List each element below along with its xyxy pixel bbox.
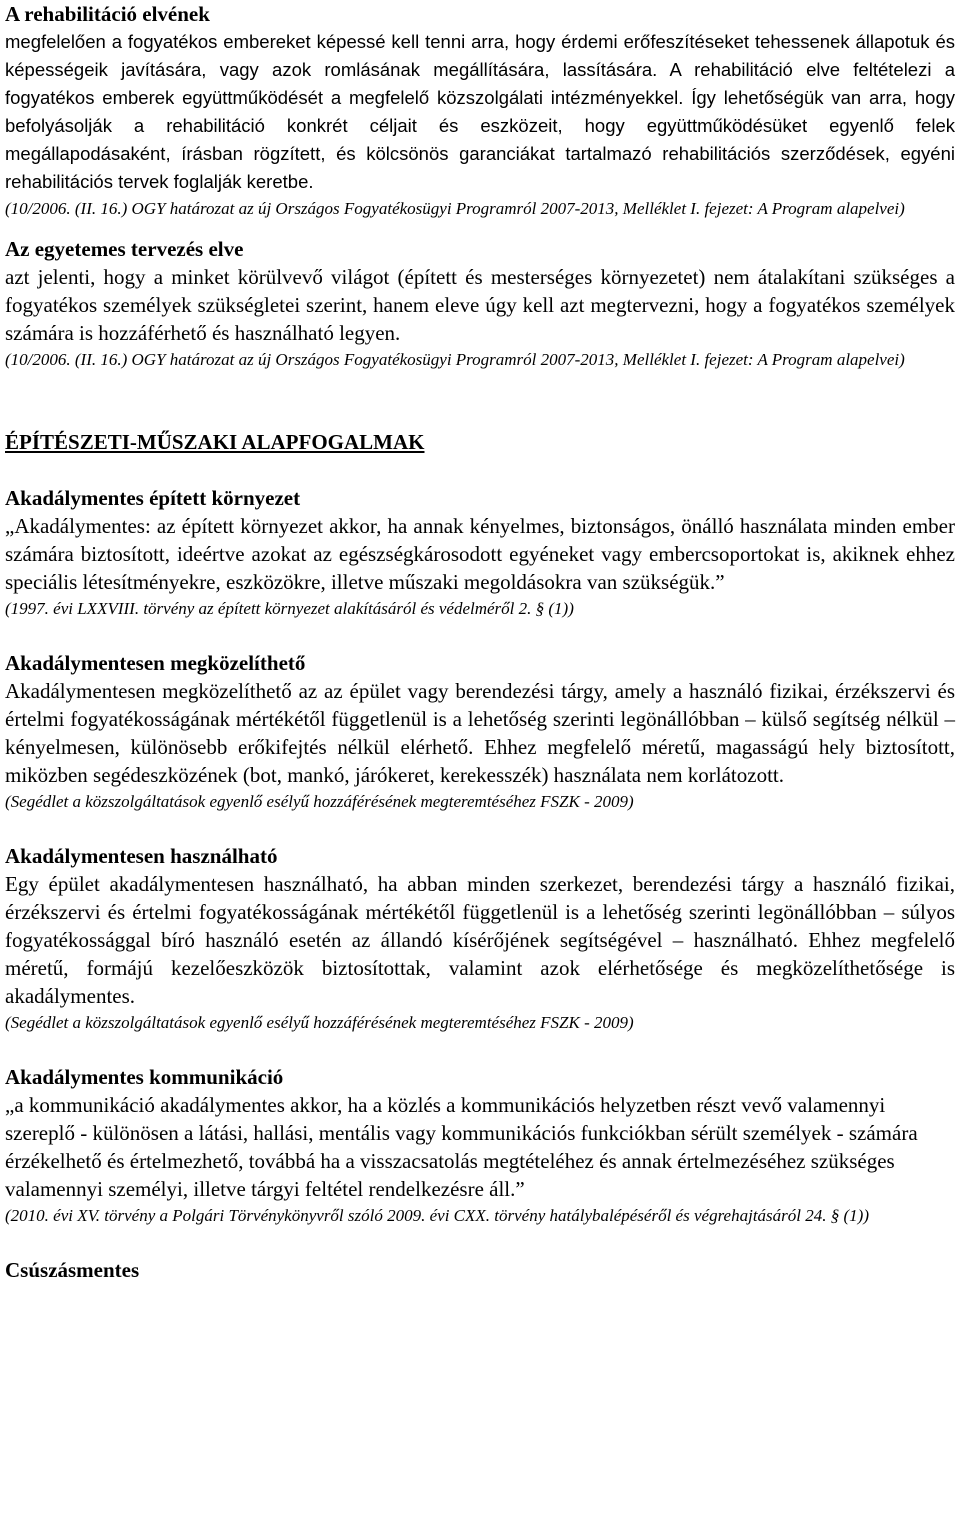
definition-citation: (Segédlet a közszolgáltatások egyenlő esélyű hozzáférésének megteremtéséhez FSZK - 2009) — [5, 792, 634, 811]
rehabilitation-principle-section — [5, 0, 955, 221]
section-body: megfelelően a fogyatékos embereket képessé kell tenni arra, hogy érdemi erőfeszítéseket tehessenek állapotuk és képességeik javítására, vagy azok romlásának megállítására, lassítására. A rehabilitáció elve feltételezi a fogyatékos emberek együttműködését a megfelelő közszolgálati intézményekkel. Így lehetőségük van arra, hogy befolyásolják a rehabilitáció konkrét céljait és eszközeit, hogy együttműködésüket egyenlő felek megállapodásaként, írásban rögzített, és kölcsönös garanciákat tartalmazó rehabilitációs szerződések, egyéni rehabilitációs tervek foglalják keretbe. — [5, 31, 955, 192]
definition-body: „Akadálymentes: az épített környezet akkor, ha annak kényelmes, biztonságos, önálló használata minden ember számára biztosított, ideértve azokat az egészségkárosodott egyéneket vagy embercsoportokat is, akiknek ehhez speciális létesítményekre, eszközökre, illetve műszaki megoldásokra van szükségük.” — [5, 514, 955, 594]
definition-heading: Akadálymentesen használható — [5, 844, 278, 868]
document-page — [5, 0, 955, 1284]
definition-body: „a kommunikáció akadálymentes akkor, ha a közlés a kommunikációs helyzetben részt vevő valamennyi szereplő - különösen a látási, hallási, mentális vagy kommunikációs funkciókban sérült személyek - számára érzékelhető és értelmezhető, továbbá ha a visszacsatolás megtételéhez és annak értelmezéséhez szükséges valamennyi személyi, illetve tárgyi feltétel rendelkezésre áll.” — [5, 1093, 918, 1201]
definition-citation: (2010. évi XV. törvény a Polgári Törvénykönyvről szóló 2009. évi CXX. törvény hatálybalépéséről és végrehajtásáról 24. § (1)) — [5, 1206, 869, 1225]
universal-design-section — [5, 235, 955, 372]
definition-block — [5, 842, 955, 1035]
definition-body: Egy épület akadálymentesen használható, ha abban minden szerkezet, berendezési tárgy a használó fizikai, érzékszervi és értelmi fogyatékosságának mértékétől függetlenül is a lehetőség szerinti legönállóbban – súlyos fogyatékossággal bíró használó esetén az állandó kísérőjének segítségével – használható. Ehhez megfelelő méretű, formájú kezelőeszközök biztosítottak, valamint azok elérhetősége és megközelíthetősége is akadálymentes. — [5, 872, 955, 1008]
section-heading: A rehabilitáció elvének — [5, 2, 210, 26]
section-title: ÉPÍTÉSZETI-MŰSZAKI ALAPFOGALMAK — [5, 430, 425, 454]
definition-heading: Akadálymentesen megközelíthető — [5, 651, 306, 675]
definition-citation: (1997. évi LXXVIII. törvény az épített környezet alakításáról és védelméről 2. § (1)) — [5, 599, 574, 618]
section-heading: Az egyetemes tervezés elve — [5, 237, 244, 261]
section-body: azt jelenti, hogy a minket körülvevő világot (épített és mesterséges környezetet) nem átalakítani szükséges a fogyatékos személyek szükségletei szerint, hanem eleve úgy kell azt megtervezni, hogy a fogyatékos személyek számára is hozzáférhető és használható legyen. — [5, 265, 955, 345]
definition-block — [5, 484, 955, 621]
definition-block — [5, 1256, 955, 1284]
definition-body: Akadálymentesen megközelíthető az az épület vagy berendezési tárgy, amely a használó fizikai, érzékszervi és értelmi fogyatékosságának mértékétől függetlenül is a lehetőség szerinti legönállóbban – külső segítség nélkül – kényelmesen, különösebb erőkifejtés nélkül elérhető. Ehhez megfelelő méretű, magasságú hely biztosított, miközben segédeszközének (bot, mankó, járókeret, kerekesszék) használata nem korlátozott. — [5, 679, 955, 787]
definition-block — [5, 1063, 955, 1228]
definition-block — [5, 649, 955, 814]
definition-heading: Csúszásmentes — [5, 1258, 140, 1282]
definition-heading: Akadálymentes kommunikáció — [5, 1065, 284, 1089]
definition-heading: Akadálymentes épített környezet — [5, 486, 301, 510]
section-citation: (10/2006. (II. 16.) OGY határozat az új Országos Fogyatékosügyi Programról 2007-2013, Melléklet I. fejezet: A Program alapelvei) — [5, 199, 905, 218]
definition-citation: (Segédlet a közszolgáltatások egyenlő esélyű hozzáférésének megteremtéséhez FSZK - 2009) — [5, 1013, 634, 1032]
section-citation: (10/2006. (II. 16.) OGY határozat az új Országos Fogyatékosügyi Programról 2007-2013, Melléklet I. fejezet: A Program alapelvei) — [5, 350, 905, 369]
